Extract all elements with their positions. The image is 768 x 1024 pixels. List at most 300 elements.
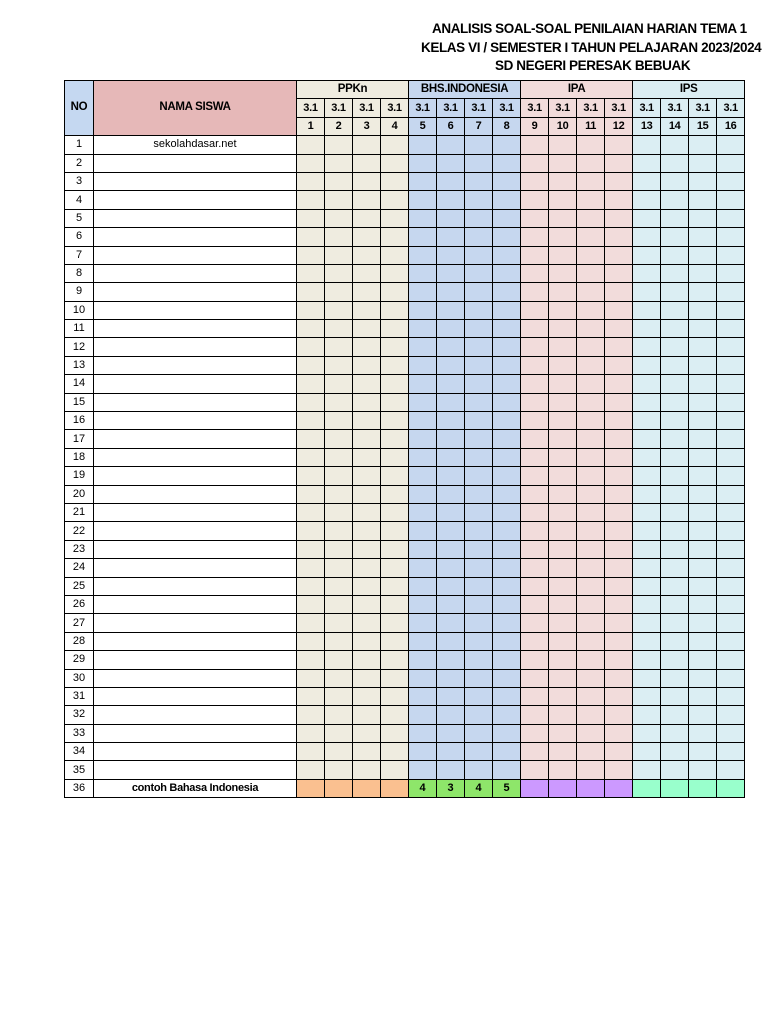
score-cell[interactable]: [633, 651, 661, 669]
score-cell[interactable]: [577, 356, 605, 374]
score-cell[interactable]: [381, 191, 409, 209]
score-cell[interactable]: [297, 209, 325, 227]
score-cell[interactable]: [577, 687, 605, 705]
score-cell[interactable]: [465, 614, 493, 632]
example-score-cell[interactable]: 5: [493, 779, 521, 797]
score-cell[interactable]: [717, 246, 745, 264]
subject-ips[interactable]: IPS: [633, 81, 745, 99]
score-cell[interactable]: [297, 136, 325, 154]
score-cell[interactable]: [605, 412, 633, 430]
score-cell[interactable]: [297, 172, 325, 190]
score-cell[interactable]: [325, 338, 353, 356]
student-name-cell[interactable]: [94, 706, 297, 724]
score-cell[interactable]: [353, 356, 381, 374]
score-cell[interactable]: [381, 448, 409, 466]
score-cell[interactable]: [353, 191, 381, 209]
row-number-cell[interactable]: 22: [65, 522, 94, 540]
row-number-cell[interactable]: 27: [65, 614, 94, 632]
score-cell[interactable]: [689, 283, 717, 301]
score-cell[interactable]: [325, 172, 353, 190]
score-cell[interactable]: [465, 228, 493, 246]
score-cell[interactable]: [717, 706, 745, 724]
student-name-cell[interactable]: [94, 467, 297, 485]
student-name-cell[interactable]: [94, 172, 297, 190]
row-number-cell[interactable]: 26: [65, 595, 94, 613]
score-cell[interactable]: [409, 228, 437, 246]
score-cell[interactable]: [381, 172, 409, 190]
score-cell[interactable]: [689, 761, 717, 779]
score-cell[interactable]: [353, 283, 381, 301]
score-cell[interactable]: [549, 687, 577, 705]
score-cell[interactable]: [437, 559, 465, 577]
score-cell[interactable]: [633, 375, 661, 393]
student-name-cell[interactable]: [94, 375, 297, 393]
score-cell[interactable]: [521, 761, 549, 779]
score-cell[interactable]: [409, 724, 437, 742]
score-cell[interactable]: [633, 448, 661, 466]
score-cell[interactable]: [325, 522, 353, 540]
score-cell[interactable]: [409, 136, 437, 154]
score-cell[interactable]: [465, 706, 493, 724]
row-number-cell[interactable]: 2: [65, 154, 94, 172]
score-cell[interactable]: [437, 503, 465, 521]
score-cell[interactable]: [661, 191, 689, 209]
score-cell[interactable]: [689, 172, 717, 190]
score-cell[interactable]: [717, 356, 745, 374]
score-cell[interactable]: [577, 412, 605, 430]
score-cell[interactable]: [717, 172, 745, 190]
score-cell[interactable]: [521, 522, 549, 540]
score-cell[interactable]: [605, 246, 633, 264]
score-cell[interactable]: [689, 632, 717, 650]
score-cell[interactable]: [577, 467, 605, 485]
score-cell[interactable]: [661, 412, 689, 430]
score-cell[interactable]: [633, 485, 661, 503]
score-cell[interactable]: [717, 301, 745, 319]
score-cell[interactable]: [325, 577, 353, 595]
score-cell[interactable]: [689, 246, 717, 264]
student-name-cell[interactable]: [94, 430, 297, 448]
score-cell[interactable]: [633, 632, 661, 650]
score-cell[interactable]: [437, 485, 465, 503]
score-cell[interactable]: [661, 228, 689, 246]
score-cell[interactable]: [661, 577, 689, 595]
score-cell[interactable]: [521, 191, 549, 209]
score-cell[interactable]: [717, 687, 745, 705]
score-cell[interactable]: [325, 375, 353, 393]
question-number-cell[interactable]: 8: [493, 117, 521, 135]
score-cell[interactable]: [297, 595, 325, 613]
score-cell[interactable]: [549, 412, 577, 430]
score-cell[interactable]: [325, 301, 353, 319]
score-cell[interactable]: [465, 467, 493, 485]
score-cell[interactable]: [549, 559, 577, 577]
nama-siswa-header[interactable]: NAMA SISWA: [94, 81, 297, 136]
score-cell[interactable]: [577, 632, 605, 650]
score-cell[interactable]: [605, 632, 633, 650]
score-cell[interactable]: [437, 706, 465, 724]
student-name-cell[interactable]: [94, 651, 297, 669]
kd-cell[interactable]: 3.1: [549, 99, 577, 117]
score-cell[interactable]: [437, 393, 465, 411]
student-name-cell[interactable]: [94, 393, 297, 411]
score-cell[interactable]: [381, 706, 409, 724]
score-cell[interactable]: [549, 191, 577, 209]
score-cell[interactable]: [605, 136, 633, 154]
score-cell[interactable]: [689, 595, 717, 613]
score-cell[interactable]: [465, 485, 493, 503]
score-cell[interactable]: [493, 632, 521, 650]
score-cell[interactable]: [577, 283, 605, 301]
row-number-cell[interactable]: 29: [65, 651, 94, 669]
question-number-cell[interactable]: 14: [661, 117, 689, 135]
score-cell[interactable]: [465, 595, 493, 613]
score-cell[interactable]: [381, 320, 409, 338]
student-name-cell[interactable]: [94, 191, 297, 209]
row-number-cell[interactable]: 28: [65, 632, 94, 650]
score-cell[interactable]: [633, 356, 661, 374]
student-name-cell[interactable]: [94, 503, 297, 521]
score-cell[interactable]: [605, 264, 633, 282]
score-cell[interactable]: [549, 595, 577, 613]
score-cell[interactable]: [325, 632, 353, 650]
score-cell[interactable]: [465, 264, 493, 282]
example-score-cell[interactable]: [577, 779, 605, 797]
score-cell[interactable]: [521, 154, 549, 172]
score-cell[interactable]: [493, 393, 521, 411]
score-cell[interactable]: [493, 375, 521, 393]
score-cell[interactable]: [465, 632, 493, 650]
example-score-cell[interactable]: [605, 779, 633, 797]
score-cell[interactable]: [717, 559, 745, 577]
score-cell[interactable]: [605, 283, 633, 301]
student-name-cell[interactable]: [94, 743, 297, 761]
score-cell[interactable]: [549, 136, 577, 154]
score-cell[interactable]: [605, 430, 633, 448]
score-cell[interactable]: [297, 559, 325, 577]
row-number-cell[interactable]: 18: [65, 448, 94, 466]
score-cell[interactable]: [717, 448, 745, 466]
score-cell[interactable]: [409, 559, 437, 577]
score-cell[interactable]: [633, 209, 661, 227]
score-cell[interactable]: [689, 724, 717, 742]
score-cell[interactable]: [661, 559, 689, 577]
row-number-cell[interactable]: 12: [65, 338, 94, 356]
score-cell[interactable]: [717, 577, 745, 595]
score-cell[interactable]: [521, 356, 549, 374]
score-cell[interactable]: [549, 301, 577, 319]
subject-ipa[interactable]: IPA: [521, 81, 633, 99]
score-cell[interactable]: [521, 724, 549, 742]
score-cell[interactable]: [353, 651, 381, 669]
score-cell[interactable]: [325, 356, 353, 374]
score-cell[interactable]: [689, 669, 717, 687]
score-cell[interactable]: [409, 577, 437, 595]
student-name-cell[interactable]: [94, 761, 297, 779]
student-name-cell[interactable]: [94, 356, 297, 374]
score-cell[interactable]: [353, 632, 381, 650]
score-cell[interactable]: [717, 283, 745, 301]
score-cell[interactable]: [493, 614, 521, 632]
row-number-cell[interactable]: 17: [65, 430, 94, 448]
score-cell[interactable]: [297, 448, 325, 466]
score-cell[interactable]: [633, 136, 661, 154]
row-number-cell[interactable]: 14: [65, 375, 94, 393]
example-score-cell[interactable]: [549, 779, 577, 797]
score-cell[interactable]: [297, 503, 325, 521]
score-cell[interactable]: [689, 264, 717, 282]
score-cell[interactable]: [409, 375, 437, 393]
row-number-cell[interactable]: 10: [65, 301, 94, 319]
score-cell[interactable]: [381, 614, 409, 632]
row-number-cell[interactable]: 19: [65, 467, 94, 485]
score-cell[interactable]: [409, 412, 437, 430]
score-cell[interactable]: [521, 448, 549, 466]
score-cell[interactable]: [381, 724, 409, 742]
score-cell[interactable]: [465, 687, 493, 705]
score-cell[interactable]: [661, 172, 689, 190]
score-cell[interactable]: [661, 375, 689, 393]
score-cell[interactable]: [605, 503, 633, 521]
score-cell[interactable]: [717, 320, 745, 338]
score-cell[interactable]: [437, 467, 465, 485]
score-cell[interactable]: [465, 540, 493, 558]
score-cell[interactable]: [493, 430, 521, 448]
score-cell[interactable]: [493, 743, 521, 761]
score-cell[interactable]: [353, 172, 381, 190]
score-cell[interactable]: [661, 301, 689, 319]
score-cell[interactable]: [409, 393, 437, 411]
score-cell[interactable]: [605, 706, 633, 724]
score-cell[interactable]: [521, 338, 549, 356]
score-cell[interactable]: [353, 136, 381, 154]
score-cell[interactable]: [297, 669, 325, 687]
score-cell[interactable]: [493, 320, 521, 338]
score-cell[interactable]: [493, 209, 521, 227]
score-cell[interactable]: [325, 687, 353, 705]
score-cell[interactable]: [689, 393, 717, 411]
score-cell[interactable]: [717, 503, 745, 521]
example-score-cell[interactable]: [633, 779, 661, 797]
score-cell[interactable]: [661, 430, 689, 448]
score-cell[interactable]: [437, 264, 465, 282]
score-cell[interactable]: [717, 632, 745, 650]
score-cell[interactable]: [577, 614, 605, 632]
score-cell[interactable]: [325, 191, 353, 209]
row-number-cell[interactable]: 15: [65, 393, 94, 411]
score-cell[interactable]: [437, 743, 465, 761]
score-cell[interactable]: [409, 209, 437, 227]
score-cell[interactable]: [353, 669, 381, 687]
score-cell[interactable]: [465, 724, 493, 742]
score-cell[interactable]: [465, 430, 493, 448]
score-cell[interactable]: [297, 246, 325, 264]
score-cell[interactable]: [577, 669, 605, 687]
example-score-cell[interactable]: [521, 779, 549, 797]
score-cell[interactable]: [689, 154, 717, 172]
score-cell[interactable]: [689, 614, 717, 632]
score-cell[interactable]: [353, 706, 381, 724]
score-cell[interactable]: [633, 228, 661, 246]
question-number-cell[interactable]: 7: [465, 117, 493, 135]
score-cell[interactable]: [689, 651, 717, 669]
kd-cell[interactable]: 3.1: [577, 99, 605, 117]
score-cell[interactable]: [297, 393, 325, 411]
score-cell[interactable]: [549, 430, 577, 448]
score-cell[interactable]: [633, 706, 661, 724]
score-cell[interactable]: [605, 540, 633, 558]
score-cell[interactable]: [577, 540, 605, 558]
score-cell[interactable]: [521, 540, 549, 558]
score-cell[interactable]: [325, 209, 353, 227]
score-cell[interactable]: [353, 393, 381, 411]
no-header[interactable]: NO: [65, 81, 94, 136]
score-cell[interactable]: [493, 669, 521, 687]
score-cell[interactable]: [493, 761, 521, 779]
row-number-cell[interactable]: 25: [65, 577, 94, 595]
score-cell[interactable]: [297, 375, 325, 393]
score-cell[interactable]: [465, 320, 493, 338]
score-cell[interactable]: [521, 687, 549, 705]
example-score-cell[interactable]: 3: [437, 779, 465, 797]
row-number-cell[interactable]: 35: [65, 761, 94, 779]
score-cell[interactable]: [353, 375, 381, 393]
score-cell[interactable]: [549, 448, 577, 466]
score-cell[interactable]: [605, 393, 633, 411]
score-cell[interactable]: [521, 301, 549, 319]
score-cell[interactable]: [633, 595, 661, 613]
score-cell[interactable]: [521, 651, 549, 669]
score-cell[interactable]: [381, 577, 409, 595]
student-name-cell[interactable]: [94, 724, 297, 742]
score-cell[interactable]: [297, 191, 325, 209]
score-cell[interactable]: [437, 669, 465, 687]
score-cell[interactable]: [717, 228, 745, 246]
score-cell[interactable]: [633, 338, 661, 356]
score-cell[interactable]: [297, 485, 325, 503]
score-cell[interactable]: [577, 301, 605, 319]
score-cell[interactable]: [437, 356, 465, 374]
student-name-cell[interactable]: [94, 485, 297, 503]
score-cell[interactable]: [381, 503, 409, 521]
score-cell[interactable]: [577, 246, 605, 264]
score-cell[interactable]: [633, 320, 661, 338]
score-cell[interactable]: [605, 761, 633, 779]
score-cell[interactable]: [353, 467, 381, 485]
score-cell[interactable]: [297, 301, 325, 319]
score-cell[interactable]: [689, 503, 717, 521]
score-cell[interactable]: [521, 577, 549, 595]
example-name-cell[interactable]: contoh Bahasa Indonesia: [94, 779, 297, 797]
score-cell[interactable]: [437, 614, 465, 632]
score-cell[interactable]: [353, 577, 381, 595]
score-cell[interactable]: [493, 154, 521, 172]
score-cell[interactable]: [689, 577, 717, 595]
score-cell[interactable]: [325, 393, 353, 411]
student-name-cell[interactable]: [94, 577, 297, 595]
score-cell[interactable]: [661, 393, 689, 411]
score-cell[interactable]: [493, 595, 521, 613]
score-cell[interactable]: [409, 467, 437, 485]
score-cell[interactable]: [353, 228, 381, 246]
question-number-cell[interactable]: 3: [353, 117, 381, 135]
score-cell[interactable]: [661, 338, 689, 356]
score-cell[interactable]: [633, 559, 661, 577]
score-cell[interactable]: [577, 430, 605, 448]
score-cell[interactable]: [521, 706, 549, 724]
student-name-cell[interactable]: [94, 412, 297, 430]
score-cell[interactable]: [325, 228, 353, 246]
student-name-cell[interactable]: [94, 448, 297, 466]
score-cell[interactable]: [717, 264, 745, 282]
score-cell[interactable]: [521, 136, 549, 154]
question-number-cell[interactable]: 11: [577, 117, 605, 135]
score-cell[interactable]: [605, 559, 633, 577]
score-cell[interactable]: [549, 393, 577, 411]
score-cell[interactable]: [605, 614, 633, 632]
score-cell[interactable]: [325, 651, 353, 669]
score-cell[interactable]: [661, 743, 689, 761]
score-cell[interactable]: [661, 687, 689, 705]
score-cell[interactable]: [493, 264, 521, 282]
score-cell[interactable]: [717, 338, 745, 356]
score-cell[interactable]: [521, 467, 549, 485]
score-cell[interactable]: [605, 467, 633, 485]
score-cell[interactable]: [549, 632, 577, 650]
score-cell[interactable]: [493, 412, 521, 430]
score-cell[interactable]: [297, 356, 325, 374]
score-cell[interactable]: [577, 172, 605, 190]
example-score-cell[interactable]: [689, 779, 717, 797]
score-cell[interactable]: [633, 412, 661, 430]
score-cell[interactable]: [381, 669, 409, 687]
example-score-cell[interactable]: [381, 779, 409, 797]
row-number-cell[interactable]: 1: [65, 136, 94, 154]
score-cell[interactable]: [717, 614, 745, 632]
score-cell[interactable]: [465, 356, 493, 374]
row-number-cell[interactable]: 9: [65, 283, 94, 301]
score-cell[interactable]: [689, 485, 717, 503]
score-cell[interactable]: [465, 669, 493, 687]
score-cell[interactable]: [521, 743, 549, 761]
student-name-cell[interactable]: [94, 228, 297, 246]
score-cell[interactable]: [577, 320, 605, 338]
score-cell[interactable]: [381, 651, 409, 669]
score-cell[interactable]: [297, 154, 325, 172]
score-cell[interactable]: [493, 485, 521, 503]
score-cell[interactable]: [689, 430, 717, 448]
row-number-cell[interactable]: 34: [65, 743, 94, 761]
example-score-cell[interactable]: [353, 779, 381, 797]
score-cell[interactable]: [465, 283, 493, 301]
score-cell[interactable]: [437, 632, 465, 650]
score-cell[interactable]: [689, 540, 717, 558]
score-cell[interactable]: [297, 724, 325, 742]
score-cell[interactable]: [437, 136, 465, 154]
row-number-cell[interactable]: 6: [65, 228, 94, 246]
score-cell[interactable]: [549, 246, 577, 264]
score-cell[interactable]: [605, 320, 633, 338]
score-cell[interactable]: [325, 154, 353, 172]
score-cell[interactable]: [661, 522, 689, 540]
score-cell[interactable]: [409, 301, 437, 319]
score-cell[interactable]: [633, 761, 661, 779]
kd-cell[interactable]: 3.1: [689, 99, 717, 117]
score-cell[interactable]: [661, 706, 689, 724]
score-cell[interactable]: [577, 448, 605, 466]
score-cell[interactable]: [549, 485, 577, 503]
row-number-cell[interactable]: 30: [65, 669, 94, 687]
